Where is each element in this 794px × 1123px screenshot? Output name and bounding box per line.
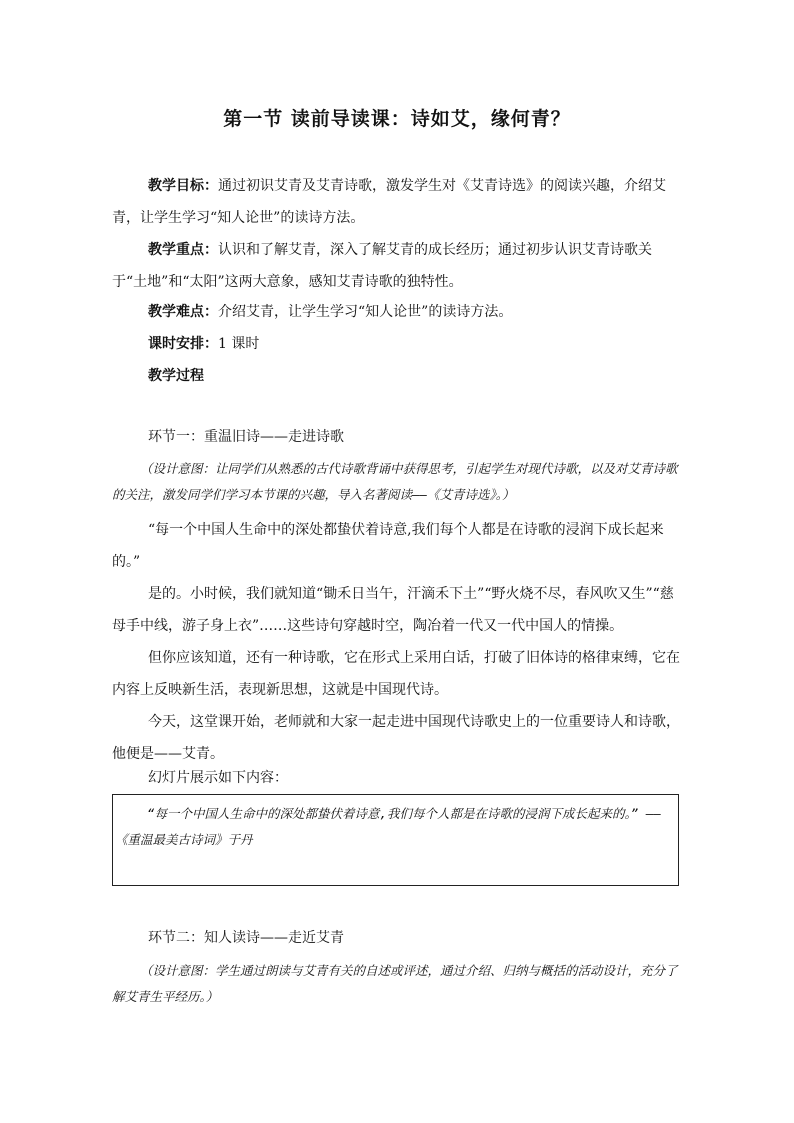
class-schedule: 课时安排：1 课时 [148,336,260,352]
teaching-goal-text: 通过初识艾青及艾青诗歌，激发学生对《艾青诗选》的阅读兴趣，介绍艾青，让学生学习“知人论世”的读诗方法。 [112,178,666,226]
teaching-goal: 教学目标：通过初识艾青及艾青诗歌，激发学生对《艾青诗选》的阅读兴趣，介绍艾青，让学生学习“知人论世”的读诗方法。 [112,178,666,226]
section1-heading: 环节一：重温旧诗——走进诗歌 [148,429,344,445]
slide-intro: 幻灯片展示如下内容： [148,770,288,786]
section1-paragraph-4: 今天，这堂课开始，老师就和大家一起走进中国现代诗歌史上的一位重要诗人和诗歌，他便是——艾青。 [112,714,680,762]
section1-design-note: （设计意图：让同学们从熟悉的古代诗歌背诵中获得思考，引起学生对现代诗歌，以及对艾青诗歌的关注，激发同学们学习本节课的兴趣，导入名著阅读——《艾青诗选》。） [112,461,678,502]
teaching-goal-label: 教学目标 [148,178,204,194]
class-schedule-label: 课时安排 [148,336,204,352]
section2-heading: 环节二：知人读诗——走近艾青 [148,930,344,946]
section1-paragraph-1: “每一个中国人生命中的深处都蛰伏着诗意,我们每个人都是在诗歌的浸润下成长起来的。” [112,522,664,570]
section1-paragraph-3: 但你应该知道，还有一种诗歌，它在形式上采用白话，打破了旧体诗的格律束缚，它在内容上反映新生活，表现新思想，这就是中国现代诗。 [112,650,680,698]
teaching-difficulty: 教学难点：介绍艾青，让学生学习“知人论世”的读诗方法。 [148,304,513,320]
section1-paragraph-2: 是的。小时候，我们就知道“锄禾日当午，汗滴禾下土”“野火烧不尽，春风吹又生”“慈母手中线，游子身上衣”……这些诗句穿越时空，陶冶着一代又一代中国人的情操。 [112,586,674,634]
teaching-difficulty-label: 教学难点 [148,304,204,320]
slide-quote-box [112,794,679,886]
teaching-key-text: 认识和了解艾青，深入了解艾青的成长经历；通过初步认识艾青诗歌关于“土地”和“太阳”这两大意象，感知艾青诗歌的独特性。 [112,242,652,290]
teaching-key-points: 教学重点：认识和了解艾青，深入了解艾青的成长经历；通过初步认识艾青诗歌关于“土地”和“太阳”这两大意象，感知艾青诗歌的独特性。 [112,242,652,290]
teaching-key-label: 教学重点 [148,242,204,258]
slide-quote-text: “每一个中国人生命中的深处都蛰伏着诗意,我们每个人都是在诗歌的浸润下成长起来的。” ——《重温最美古诗词》于丹 [115,806,661,847]
class-schedule-text: 1 课时 [218,336,260,352]
teaching-difficulty-text: 介绍艾青，让学生学习“知人论世”的读诗方法。 [218,304,513,320]
page-title: 第一节 读前导读课：诗如艾，缘何青？ [223,108,571,130]
section2-design-note: （设计意图：学生通过朗读与艾青有关的自述或评述，通过介绍、归纳与概括的活动设计，充分了解艾青生平经历。） [112,963,678,1004]
teaching-process-label: 教学过程 [148,368,204,384]
